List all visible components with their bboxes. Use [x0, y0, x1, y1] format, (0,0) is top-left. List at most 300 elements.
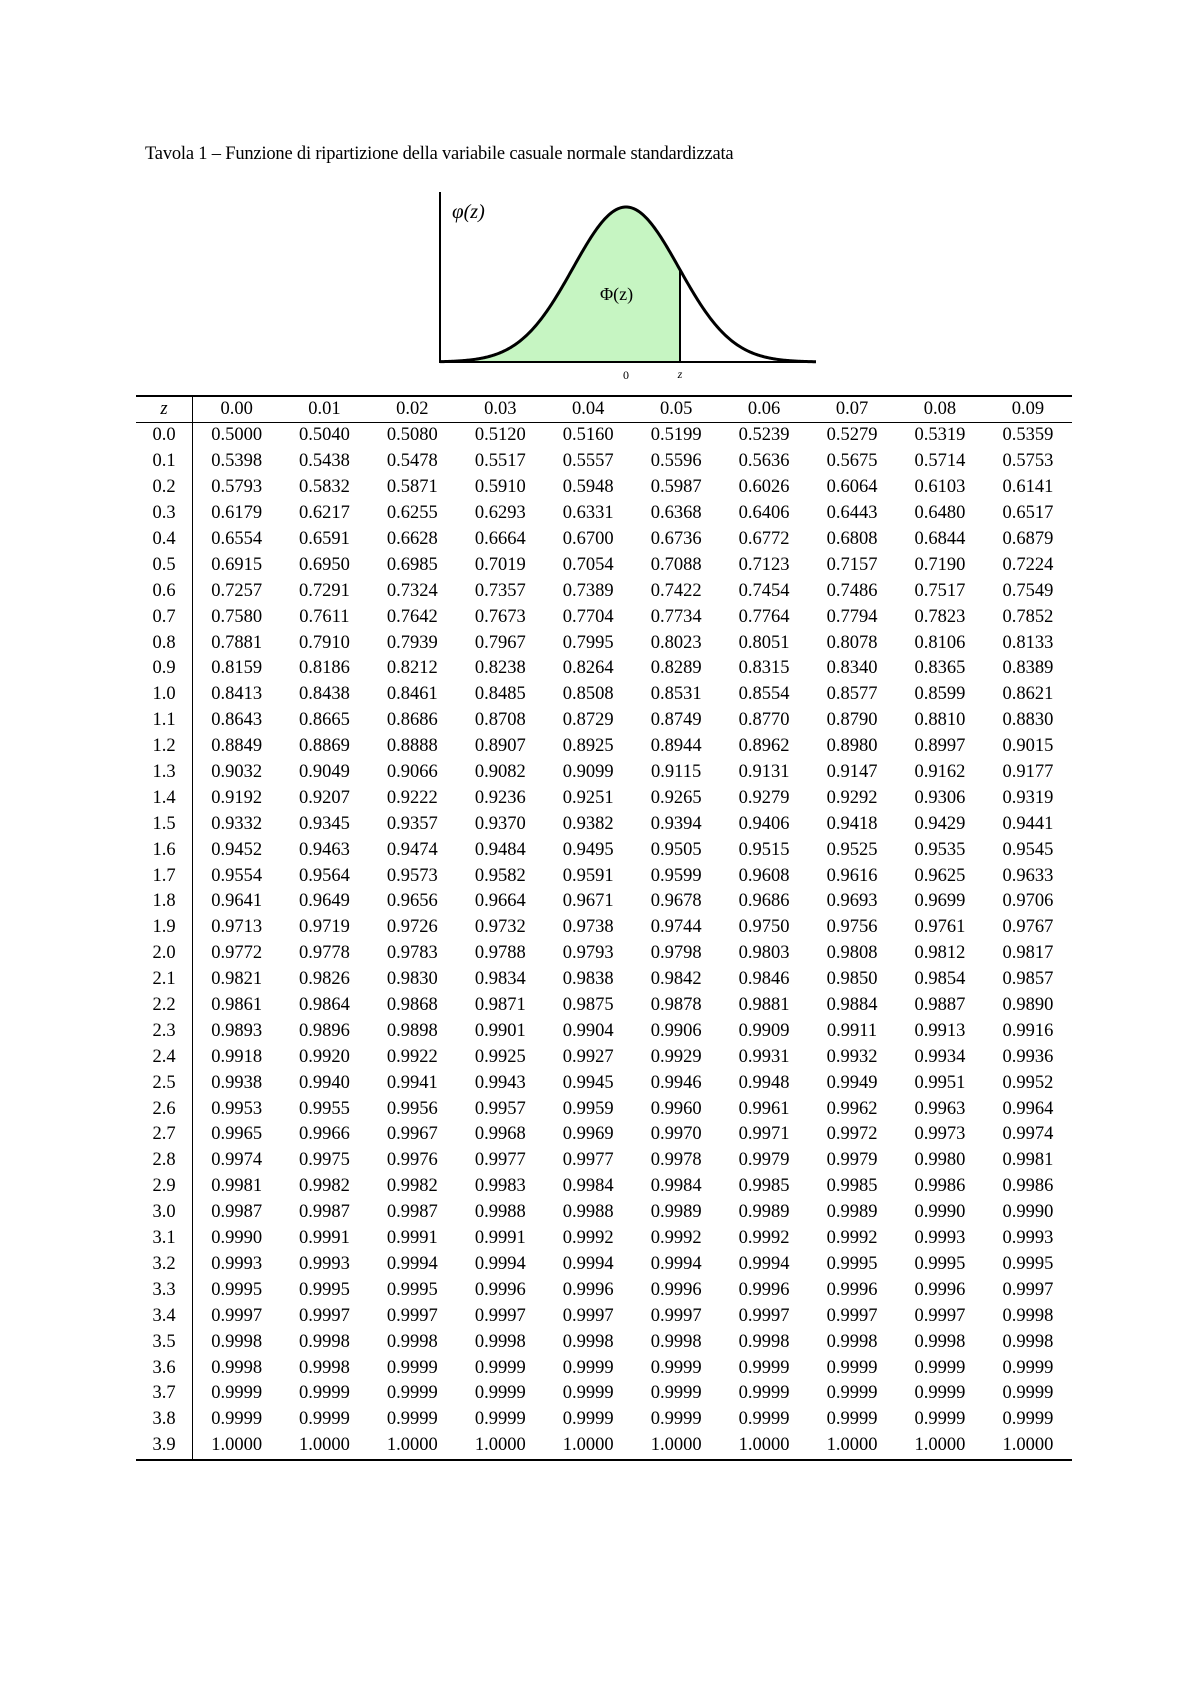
probability-cell: 0.5319 — [914, 425, 966, 446]
table-row — [136, 993, 1072, 1019]
probability-cell: 0.9750 — [738, 917, 790, 938]
probability-cell: 1.0000 — [896, 1433, 984, 1460]
probability-cell: 0.8577 — [826, 684, 878, 705]
probability-cell: 0.9817 — [1002, 943, 1054, 964]
probability-cell: 0.9573 — [386, 865, 438, 886]
probability-cell: 0.8686 — [386, 710, 438, 731]
probability-cell: 0.9756 — [826, 917, 878, 938]
probability-cell: 0.9997 — [914, 1305, 966, 1326]
probability-cell: 0.6026 — [738, 477, 790, 498]
probability-cell: 0.9976 — [386, 1150, 438, 1171]
probability-cell: 0.6443 — [826, 503, 878, 524]
probability-cell: 0.6141 — [1002, 477, 1054, 498]
probability-cell: 0.7549 — [1002, 580, 1054, 601]
probability-cell: 0.8830 — [1002, 710, 1054, 731]
probability-cell: 0.9834 — [474, 969, 526, 990]
probability-cell: 0.7054 — [562, 554, 614, 575]
probability-cell: 0.9901 — [474, 1020, 526, 1041]
probability-cell: 0.9418 — [826, 813, 878, 834]
probability-cell: 0.9948 — [738, 1072, 790, 1093]
probability-cell: 0.9951 — [914, 1072, 966, 1093]
probability-cell: 0.9957 — [474, 1098, 526, 1119]
z-value-cell: 2.2 — [136, 993, 193, 1019]
probability-cell: 0.9861 — [211, 995, 263, 1016]
probability-cell: 0.9808 — [826, 943, 878, 964]
probability-cell: 0.9997 — [386, 1305, 438, 1326]
probability-cell: 0.7389 — [562, 580, 614, 601]
probability-cell: 0.7123 — [738, 554, 790, 575]
probability-cell: 0.6808 — [826, 529, 878, 549]
probability-cell: 0.9999 — [562, 1383, 614, 1404]
probability-cell: 0.7486 — [826, 580, 878, 601]
probability-cell: 0.9997 — [738, 1305, 790, 1326]
probability-cell: 0.9989 — [738, 1202, 790, 1223]
probability-cell: 0.9554 — [211, 865, 263, 886]
probability-cell: 0.9726 — [386, 917, 438, 938]
probability-cell: 0.9992 — [562, 1228, 614, 1249]
probability-cell: 0.5596 — [650, 451, 702, 472]
probability-cell: 0.9998 — [211, 1357, 263, 1378]
probability-cell: 0.9931 — [738, 1046, 790, 1067]
probability-cell: 0.9913 — [914, 1020, 966, 1041]
probability-cell: 0.9898 — [386, 1020, 438, 1041]
probability-cell: 0.9798 — [650, 943, 702, 964]
probability-cell: 0.9406 — [738, 813, 790, 834]
probability-cell: 0.8133 — [1002, 632, 1054, 653]
probability-cell: 0.9987 — [298, 1202, 350, 1223]
probability-cell: 1.0000 — [280, 1433, 368, 1460]
probability-cell: 0.9545 — [1002, 839, 1054, 860]
area-label: Φ(z) — [600, 284, 634, 304]
table-row — [136, 915, 1072, 941]
probability-cell: 0.9999 — [826, 1383, 878, 1404]
probability-cell: 0.9535 — [914, 839, 966, 860]
probability-cell: 1.0000 — [456, 1433, 544, 1460]
probability-cell: 0.9998 — [386, 1331, 438, 1352]
probability-cell: 0.8389 — [1002, 658, 1054, 679]
probability-cell: 0.9999 — [650, 1357, 702, 1378]
z-value-cell: 0.8 — [136, 630, 193, 656]
probability-cell: 0.9998 — [914, 1331, 966, 1352]
probability-cell: 0.7823 — [914, 606, 966, 627]
probability-cell: 1.0000 — [544, 1433, 632, 1460]
probability-cell: 0.9916 — [1002, 1020, 1054, 1041]
probability-cell: 0.9999 — [386, 1357, 438, 1378]
probability-cell: 0.5871 — [386, 477, 438, 498]
z-value-cell: 0.5 — [136, 552, 193, 578]
probability-cell: 0.9484 — [474, 839, 526, 860]
probability-cell: 0.9641 — [211, 891, 263, 912]
table-row — [136, 1303, 1072, 1329]
probability-cell: 0.8023 — [650, 632, 702, 653]
table-row — [136, 734, 1072, 760]
probability-cell: 0.6517 — [1002, 503, 1054, 524]
probability-cell: 0.9999 — [474, 1409, 526, 1430]
probability-cell: 0.9875 — [562, 995, 614, 1016]
probability-cell: 0.8888 — [386, 736, 438, 757]
probability-cell: 0.8962 — [738, 736, 790, 757]
probability-cell: 0.5239 — [738, 425, 790, 446]
probability-cell: 0.9982 — [298, 1176, 350, 1197]
probability-cell: 0.9997 — [650, 1305, 702, 1326]
probability-cell: 0.9986 — [1002, 1176, 1054, 1197]
probability-cell: 0.9854 — [914, 969, 966, 990]
probability-cell: 0.9971 — [738, 1124, 790, 1145]
z-value-cell: 3.8 — [136, 1407, 193, 1433]
probability-cell: 0.6736 — [650, 529, 702, 549]
probability-cell: 0.9319 — [1002, 787, 1054, 808]
table-row — [136, 1329, 1072, 1355]
probability-cell: 0.9738 — [562, 917, 614, 938]
probability-cell: 0.9015 — [1002, 736, 1054, 757]
probability-cell: 0.9838 — [562, 969, 614, 990]
probability-cell: 0.8849 — [211, 736, 263, 757]
probability-cell: 0.9864 — [298, 995, 350, 1016]
probability-cell: 0.9693 — [826, 891, 878, 912]
probability-cell: 0.5160 — [562, 425, 614, 446]
probability-cell: 0.9995 — [298, 1279, 350, 1300]
probability-cell: 0.9382 — [562, 813, 614, 834]
probability-cell: 0.9955 — [298, 1098, 350, 1119]
table-row — [136, 423, 1072, 449]
z-value-cell: 1.9 — [136, 915, 193, 941]
probability-cell: 0.9887 — [914, 995, 966, 1016]
z-value-cell: 2.7 — [136, 1122, 193, 1148]
probability-cell: 0.9706 — [1002, 891, 1054, 912]
table-row — [136, 760, 1072, 786]
probability-cell: 0.9582 — [474, 865, 526, 886]
probability-cell: 0.9999 — [738, 1383, 790, 1404]
probability-cell: 1.0000 — [984, 1433, 1072, 1460]
probability-cell: 0.9953 — [211, 1098, 263, 1119]
table-row — [136, 1174, 1072, 1200]
probability-cell: 0.9394 — [650, 813, 702, 834]
probability-cell: 0.5793 — [211, 477, 263, 498]
probability-cell: 0.9505 — [650, 839, 702, 860]
probability-cell: 0.9649 — [298, 891, 350, 912]
probability-cell: 0.6591 — [298, 529, 350, 549]
probability-cell: 0.9929 — [650, 1046, 702, 1067]
probability-cell: 0.9131 — [738, 762, 790, 783]
table-row — [136, 967, 1072, 993]
z-value-cell: 1.0 — [136, 682, 193, 708]
column-header: 0.04 — [544, 396, 632, 423]
probability-cell: 0.6554 — [211, 529, 263, 549]
probability-cell: 0.6293 — [474, 503, 526, 524]
z-value-cell: 1.7 — [136, 863, 193, 889]
probability-cell: 0.8051 — [738, 632, 790, 653]
density-label-phi: φ — [452, 199, 464, 223]
probability-cell: 0.9066 — [386, 762, 438, 783]
probability-cell: 0.8340 — [826, 658, 878, 679]
probability-cell: 0.9332 — [211, 813, 263, 834]
table-row — [136, 941, 1072, 967]
probability-cell: 0.7673 — [474, 606, 526, 627]
table-row — [136, 682, 1072, 708]
probability-cell: 0.8438 — [298, 684, 350, 705]
probability-cell: 0.9952 — [1002, 1072, 1054, 1093]
probability-cell: 0.9932 — [826, 1046, 878, 1067]
probability-cell: 0.8980 — [826, 736, 878, 757]
probability-cell: 0.7910 — [298, 632, 350, 653]
probability-cell: 0.9306 — [914, 787, 966, 808]
probability-cell: 0.8485 — [474, 684, 526, 705]
probability-cell: 0.6217 — [298, 503, 350, 524]
table-row — [136, 578, 1072, 604]
probability-cell: 0.8599 — [914, 684, 966, 705]
probability-cell: 0.9357 — [386, 813, 438, 834]
probability-cell: 0.9922 — [386, 1046, 438, 1067]
probability-cell: 0.9857 — [1002, 969, 1054, 990]
probability-cell: 0.8508 — [562, 684, 614, 705]
probability-cell: 0.7454 — [738, 580, 790, 601]
probability-cell: 0.9990 — [211, 1228, 263, 1249]
probability-cell: 0.9616 — [826, 865, 878, 886]
probability-cell: 0.9999 — [914, 1409, 966, 1430]
table-row — [136, 785, 1072, 811]
probability-cell: 0.9999 — [211, 1383, 263, 1404]
table-row — [136, 889, 1072, 915]
probability-cell: 0.6480 — [914, 503, 966, 524]
cumulative-area — [440, 207, 680, 362]
table-row — [136, 1148, 1072, 1174]
probability-cell: 0.9925 — [474, 1046, 526, 1067]
probability-cell: 0.9986 — [914, 1176, 966, 1197]
probability-cell: 0.9778 — [298, 943, 350, 964]
table-row — [136, 527, 1072, 553]
normal-cdf-table — [136, 395, 1072, 1461]
probability-cell: 0.9985 — [826, 1176, 878, 1197]
probability-cell: 0.9463 — [298, 839, 350, 860]
probability-cell: 0.9990 — [914, 1202, 966, 1223]
z-value-cell: 0.7 — [136, 604, 193, 630]
probability-cell: 0.8944 — [650, 736, 702, 757]
probability-cell: 0.9990 — [1002, 1202, 1054, 1223]
probability-cell: 0.9265 — [650, 787, 702, 808]
probability-cell: 0.6700 — [562, 529, 614, 549]
probability-cell: 0.9995 — [914, 1253, 966, 1274]
probability-cell: 0.9998 — [211, 1331, 263, 1352]
table-row — [136, 1070, 1072, 1096]
probability-cell: 0.9970 — [650, 1124, 702, 1145]
probability-cell: 0.9772 — [211, 943, 263, 964]
probability-cell: 0.7257 — [211, 580, 263, 601]
probability-cell: 0.9177 — [1002, 762, 1054, 783]
z-value-cell: 0.4 — [136, 527, 193, 553]
probability-cell: 0.9974 — [1002, 1124, 1054, 1145]
normal-density-figure — [430, 190, 830, 385]
probability-cell: 0.9993 — [914, 1228, 966, 1249]
probability-cell: 0.5948 — [562, 477, 614, 498]
probability-cell: 0.9911 — [826, 1020, 878, 1041]
z-value-cell: 0.0 — [136, 423, 193, 449]
probability-cell: 0.9984 — [650, 1176, 702, 1197]
probability-cell: 0.9981 — [211, 1176, 263, 1197]
table-row — [136, 1355, 1072, 1381]
probability-cell: 1.0000 — [808, 1433, 896, 1460]
z-value-cell: 0.6 — [136, 578, 193, 604]
table-row — [136, 1407, 1072, 1433]
probability-cell: 0.9974 — [211, 1150, 263, 1171]
probability-cell: 0.9812 — [914, 943, 966, 964]
probability-cell: 0.9998 — [1002, 1331, 1054, 1352]
probability-cell: 0.9625 — [914, 865, 966, 886]
probability-cell: 0.9979 — [738, 1150, 790, 1171]
probability-cell: 0.9999 — [298, 1383, 350, 1404]
table-row — [136, 604, 1072, 630]
probability-cell: 0.6331 — [562, 503, 614, 524]
probability-cell: 0.8907 — [474, 736, 526, 757]
probability-cell: 0.9719 — [298, 917, 350, 938]
probability-cell: 0.6844 — [914, 529, 966, 549]
z-value-cell: 3.4 — [136, 1303, 193, 1329]
probability-cell: 0.9564 — [298, 865, 350, 886]
probability-cell: 0.5517 — [474, 451, 526, 472]
probability-cell: 0.8997 — [914, 736, 966, 757]
z-value-cell: 0.1 — [136, 449, 193, 475]
probability-cell: 0.7190 — [914, 554, 966, 575]
probability-cell: 0.9441 — [1002, 813, 1054, 834]
probability-cell: 0.6103 — [914, 477, 966, 498]
column-header: 0.03 — [456, 396, 544, 423]
probability-cell: 0.9938 — [211, 1072, 263, 1093]
probability-cell: 0.5080 — [386, 425, 438, 446]
probability-cell: 0.7881 — [211, 632, 263, 653]
probability-cell: 1.0000 — [368, 1433, 456, 1460]
z-value-cell: 0.9 — [136, 656, 193, 682]
probability-cell: 0.9998 — [298, 1331, 350, 1352]
z-column-header: z — [136, 396, 193, 423]
probability-cell: 0.9997 — [211, 1305, 263, 1326]
probability-cell: 0.9956 — [386, 1098, 438, 1119]
probability-cell: 0.7642 — [386, 606, 438, 627]
probability-cell: 0.9988 — [562, 1202, 614, 1223]
probability-cell: 0.9940 — [298, 1072, 350, 1093]
probability-cell: 0.9207 — [298, 787, 350, 808]
probability-cell: 0.9927 — [562, 1046, 614, 1067]
probability-cell: 0.9980 — [914, 1150, 966, 1171]
probability-cell: 0.9998 — [650, 1331, 702, 1352]
probability-cell: 0.6950 — [298, 554, 350, 575]
probability-cell: 0.9997 — [1002, 1279, 1054, 1300]
probability-cell: 0.9999 — [650, 1409, 702, 1430]
table-row — [136, 1252, 1072, 1278]
probability-cell: 0.6664 — [474, 529, 526, 549]
probability-cell: 0.7611 — [299, 606, 350, 627]
probability-cell: 0.8106 — [914, 632, 966, 653]
z-value-cell: 2.6 — [136, 1096, 193, 1122]
z-value-cell: 3.1 — [136, 1226, 193, 1252]
probability-cell: 0.9964 — [1002, 1098, 1054, 1119]
probability-cell: 0.9989 — [650, 1202, 702, 1223]
probability-cell: 0.9992 — [650, 1228, 702, 1249]
probability-cell: 0.9664 — [474, 891, 526, 912]
probability-cell: 0.9999 — [1002, 1409, 1054, 1430]
probability-cell: 0.9999 — [386, 1383, 438, 1404]
probability-cell: 0.8708 — [474, 710, 526, 731]
probability-cell: 0.8238 — [474, 658, 526, 679]
z-value-cell: 2.0 — [136, 941, 193, 967]
probability-cell: 0.5987 — [650, 477, 702, 498]
probability-cell: 0.9783 — [386, 943, 438, 964]
z-value-cell: 1.6 — [136, 837, 193, 863]
column-header: 0.02 — [368, 396, 456, 423]
probability-cell: 0.9987 — [386, 1202, 438, 1223]
probability-cell: 0.5478 — [386, 451, 438, 472]
probability-cell: 0.9973 — [914, 1124, 966, 1145]
density-plot — [430, 190, 830, 385]
probability-cell: 0.7422 — [650, 580, 702, 601]
probability-cell: 0.5714 — [914, 451, 966, 472]
probability-cell: 0.8365 — [914, 658, 966, 679]
probability-cell: 0.9997 — [562, 1305, 614, 1326]
probability-cell: 0.9633 — [1002, 865, 1054, 886]
probability-cell: 0.5279 — [826, 425, 878, 446]
probability-cell: 0.9998 — [474, 1331, 526, 1352]
probability-cell: 0.9994 — [474, 1253, 526, 1274]
probability-cell: 0.9906 — [650, 1020, 702, 1041]
probability-cell: 0.9115 — [651, 762, 702, 783]
probability-cell: 0.9370 — [474, 813, 526, 834]
table-row — [136, 449, 1072, 475]
probability-cell: 0.9960 — [650, 1098, 702, 1119]
probability-cell: 0.9989 — [826, 1202, 878, 1223]
probability-cell: 0.5000 — [211, 425, 263, 446]
probability-cell: 0.8212 — [386, 658, 438, 679]
probability-cell: 0.9959 — [562, 1098, 614, 1119]
probability-cell: 0.7764 — [738, 606, 790, 627]
z-value-cell: 3.7 — [136, 1381, 193, 1407]
probability-cell: 0.9943 — [474, 1072, 526, 1093]
table-header-row — [136, 396, 1072, 423]
z-value-cell: 2.4 — [136, 1044, 193, 1070]
column-header: 0.06 — [720, 396, 808, 423]
probability-cell: 0.8749 — [650, 710, 702, 731]
probability-cell: 0.7088 — [650, 554, 702, 575]
probability-cell: 0.9963 — [914, 1098, 966, 1119]
tick-z-label: z — [677, 367, 683, 381]
probability-cell: 0.8621 — [1002, 684, 1054, 705]
probability-cell: 0.8461 — [386, 684, 438, 705]
probability-cell: 0.9998 — [826, 1331, 878, 1352]
probability-cell: 0.9998 — [1002, 1305, 1054, 1326]
probability-cell: 0.7580 — [211, 606, 263, 627]
probability-cell: 0.9996 — [650, 1279, 702, 1300]
probability-cell: 0.9941 — [386, 1072, 438, 1093]
table-row — [136, 837, 1072, 863]
probability-cell: 0.9699 — [914, 891, 966, 912]
probability-cell: 0.9904 — [562, 1020, 614, 1041]
probability-cell: 0.9884 — [826, 995, 878, 1016]
probability-cell: 0.8925 — [562, 736, 614, 757]
probability-cell: 0.9525 — [826, 839, 878, 860]
table-row — [136, 475, 1072, 501]
probability-cell: 0.9996 — [826, 1279, 878, 1300]
probability-cell: 0.9918 — [211, 1046, 263, 1067]
column-header: 0.09 — [984, 396, 1072, 423]
probability-cell: 0.9999 — [1002, 1383, 1054, 1404]
column-header: 0.01 — [280, 396, 368, 423]
probability-cell: 0.9893 — [211, 1020, 263, 1041]
probability-cell: 0.9975 — [298, 1150, 350, 1171]
z-value-cell: 2.9 — [136, 1174, 193, 1200]
probability-cell: 0.9656 — [386, 891, 438, 912]
probability-cell: 0.9996 — [738, 1279, 790, 1300]
probability-cell: 0.8554 — [738, 684, 790, 705]
probability-cell: 0.9999 — [386, 1409, 438, 1430]
probability-cell: 0.9999 — [650, 1383, 702, 1404]
probability-cell: 0.9997 — [826, 1305, 878, 1326]
